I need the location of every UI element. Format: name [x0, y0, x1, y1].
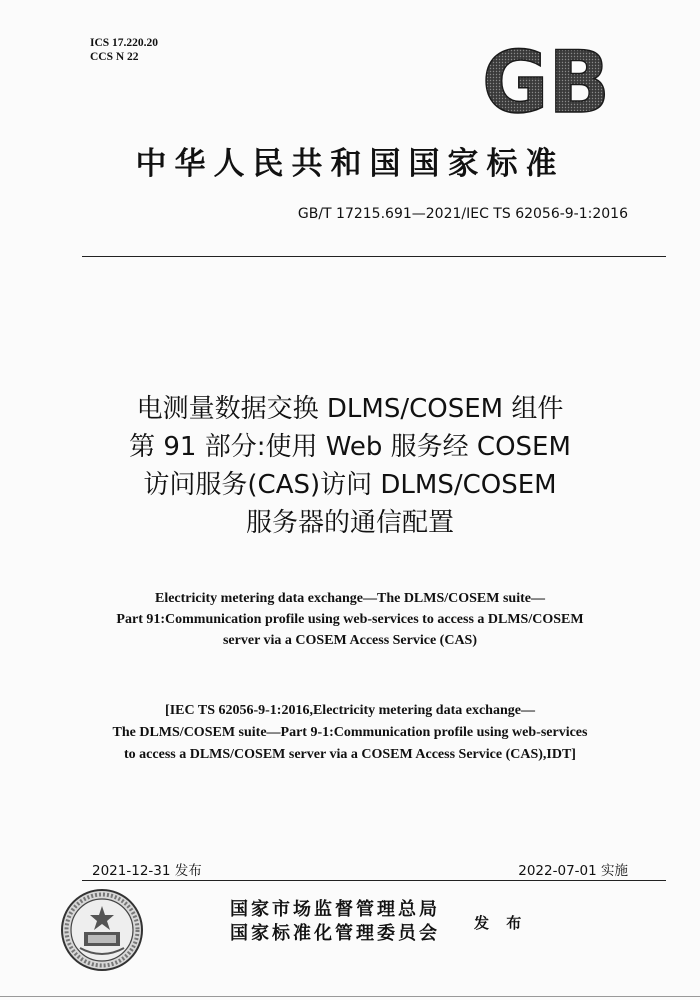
implementation-date: 2022-07-01 实施: [518, 863, 628, 879]
bottom-divider: [82, 880, 666, 881]
issue-date: 2021-12-31 发布: [92, 863, 202, 879]
chinese-title-line: 服务器的通信配置: [245, 508, 454, 538]
chinese-title-line: 第 91 部分:使用 Web 服务经 COSEM: [129, 432, 571, 462]
standard-title: 中华人民共和国国家标准: [135, 146, 565, 182]
page-bottom-edge: [0, 996, 700, 997]
english-title-line: Electricity metering data exchange—The DLMS/COSEM suite—: [154, 591, 545, 606]
ccs-code: CCS N 22: [90, 51, 139, 63]
reference-line: [IEC TS 62056-9-1:2016,Electricity metering data exchange—: [165, 703, 535, 718]
authority-name: 国家标准化管理委员会: [230, 923, 440, 944]
ics-code: ICS 17.220.20: [90, 37, 159, 49]
english-title: [0, 588, 700, 651]
chinese-title-line: 访问服务(CAS)访问 DLMS/COSEM: [143, 470, 557, 500]
reference-line: The DLMS/COSEM suite—Part 9-1:Communication profile using web-services: [112, 725, 588, 740]
standard-number: GB/T 17215.691—2021/IEC TS 62056-9-1:2016: [297, 206, 628, 222]
top-divider: [82, 256, 666, 257]
english-title-line: server via a COSEM Access Service (CAS): [222, 633, 478, 648]
reference-line: to access a DLMS/COSEM server via a COSEM Access Service (CAS),IDT]: [124, 747, 576, 762]
authority-name: 国家市场监督管理总局: [230, 899, 440, 920]
classification-codes: [90, 36, 158, 64]
gb-logo: [480, 46, 612, 120]
chinese-title: [0, 390, 700, 542]
official-seal-icon: [60, 888, 144, 972]
gb-logo-text: GB: [482, 46, 610, 120]
issuing-authorities: [230, 898, 440, 946]
chinese-title-line: 电测量数据交换 DLMS/COSEM 组件: [136, 394, 564, 424]
publish-label: 发 布: [474, 914, 528, 932]
reference-standard: [0, 700, 700, 766]
english-title-line: Part 91:Communication profile using web-services to access a DLMS/COSEM: [116, 612, 584, 627]
